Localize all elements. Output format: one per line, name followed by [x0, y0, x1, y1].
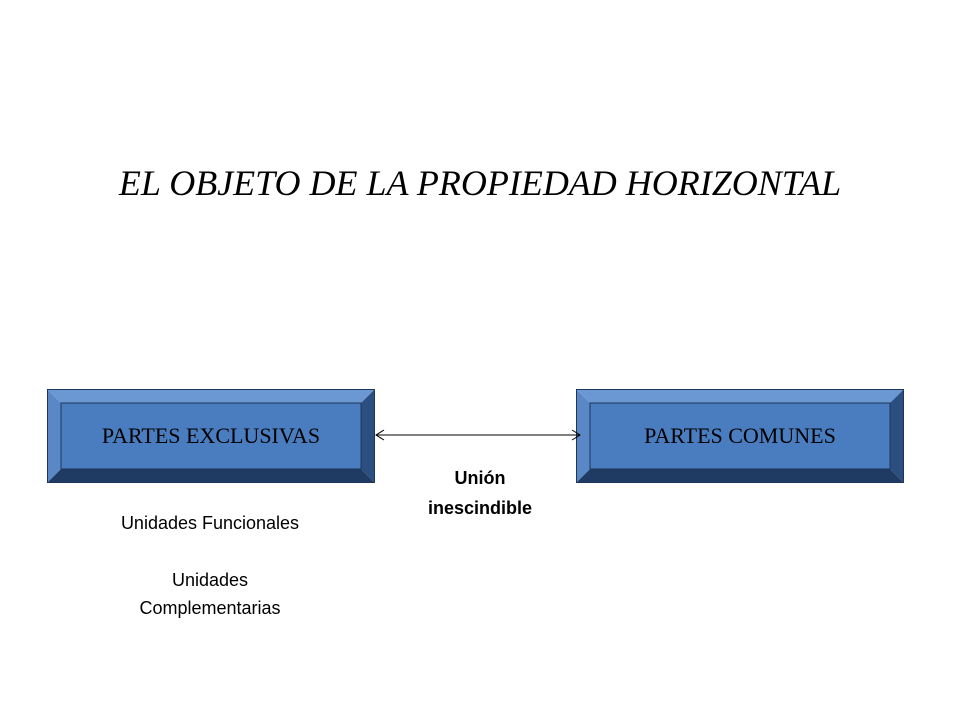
- union-label-line2: inescindible: [427, 498, 533, 518]
- complementary-units-line2: Complementarias: [139, 598, 281, 618]
- complementary-units-line1: Unidades: [171, 570, 249, 590]
- common-parts-label: PARTES COMUNES: [644, 423, 836, 448]
- functional-units-label: Unidades Funcionales: [120, 513, 300, 533]
- functional-units-text: [70, 509, 350, 537]
- union-label: [392, 463, 568, 523]
- complementary-units-text: [70, 566, 350, 622]
- exclusive-parts-label: PARTES EXCLUSIVAS: [101, 423, 321, 448]
- union-label-line1: Unión: [454, 468, 506, 488]
- slide-title: EL OBJETO DE LA PROPIEDAD HORIZONTAL: [118, 163, 842, 203]
